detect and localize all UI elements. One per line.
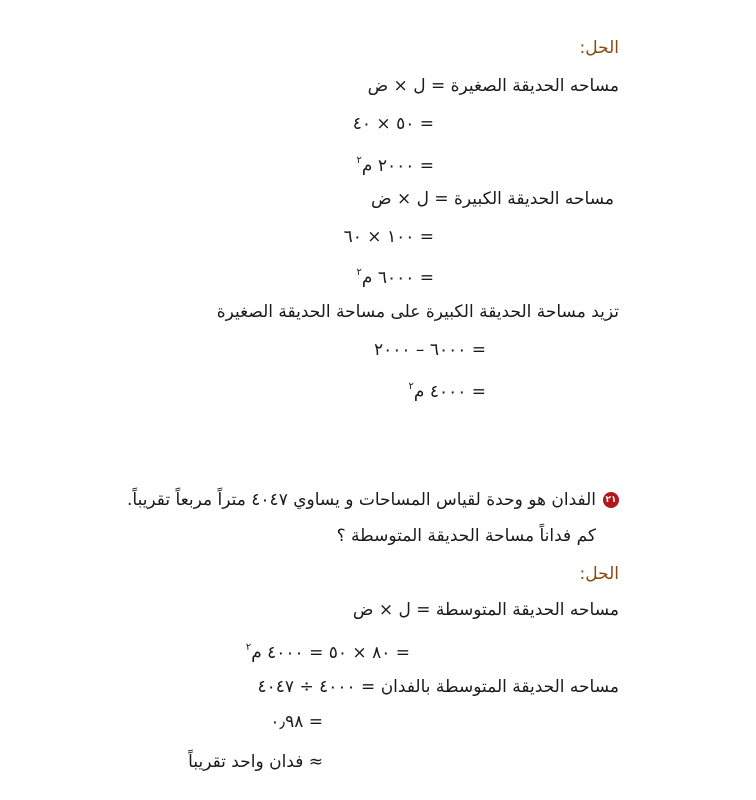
squared-superscript: ٢ — [245, 642, 252, 653]
feddan-conversion-value: = ٠٫٩٨ — [270, 712, 323, 732]
large-garden-area-value: = ٦٠٠٠ م — [361, 268, 434, 288]
squared-superscript: ٢ — [356, 267, 362, 278]
large-garden-area-result — [357, 261, 435, 290]
medium-garden-area-calculation — [246, 636, 410, 665]
squared-superscript: ٢ — [356, 155, 362, 166]
feddan-conversion-formula: مساحه الحديقة المتوسطة بالفدان = ٤٠٠٠ ÷ ٤٠٤٧ — [257, 677, 619, 697]
medium-garden-area-value: = ٨٠ × ٥٠ = ٤٠٠٠ م — [251, 643, 410, 663]
area-difference-result — [409, 375, 487, 404]
medium-garden-area-formula: مساحه الحديقة المتوسطة = ل × ض — [352, 600, 619, 620]
question-prompt: كم فداناً مساحة الحديقة المتوسطة ؟ — [336, 526, 596, 546]
small-garden-area-formula: مساحه الحديقة الصغيرة = ل × ض — [367, 76, 619, 96]
solution-heading: الحل: — [579, 38, 619, 58]
area-difference-statement: تزيد مساحة الحديقة الكبيرة على مساحة الحديقة الصغيرة — [216, 302, 619, 322]
large-garden-area-formula: مساحه الحديقة الكبيرة = ل × ض — [371, 189, 614, 209]
large-garden-area-substitution: = ١٠٠ × ٦٠ — [343, 227, 434, 247]
feddan-approximation: ≈ فدان واحد تقريباً — [188, 752, 323, 772]
area-difference-substitution: = ٦٠٠٠ – ٢٠٠٠ — [373, 340, 486, 360]
area-difference-value: = ٤٠٠٠ م — [413, 382, 486, 402]
small-garden-area-result — [357, 149, 435, 178]
solution-heading: الحل: — [579, 564, 619, 584]
small-garden-area-value: = ٢٠٠٠ م — [361, 156, 434, 176]
squared-superscript: ٢ — [408, 381, 414, 392]
question-statement: الفدان هو وحدة لقياس المساحات و يساوي ٤٠٤٧ متراً مربعاً تقريباً. — [126, 490, 596, 510]
question-number-badge: ٢١ — [603, 492, 619, 508]
small-garden-area-substitution: = ٥٠ × ٤٠ — [352, 114, 434, 134]
